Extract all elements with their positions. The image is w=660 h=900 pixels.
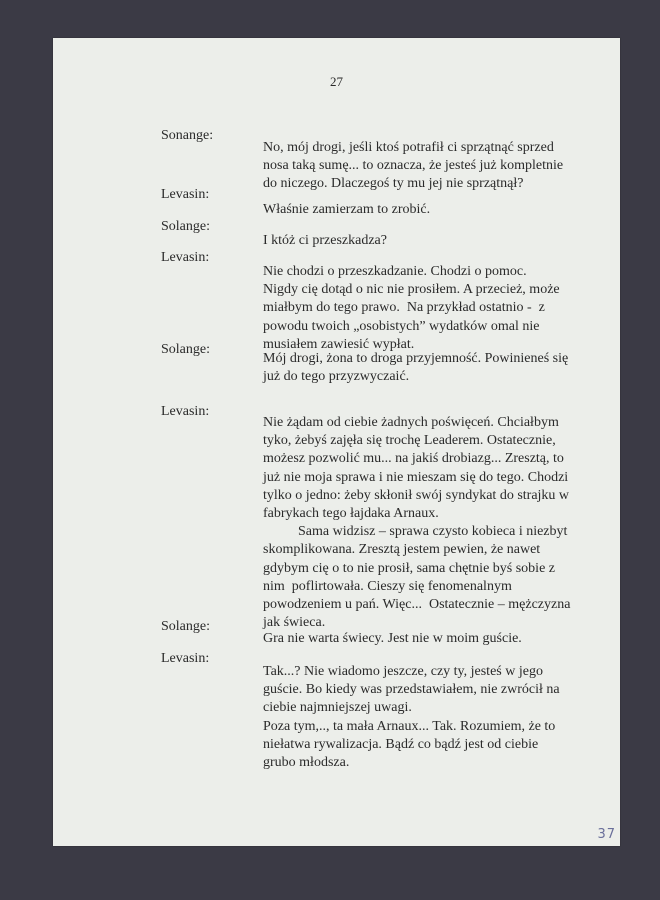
dialogue-line: tyko, żebyś zajęła się trochę Leaderem. Ostatecznie,	[263, 433, 556, 449]
dialogue-line: Nie żądam od ciebie żadnych poświęceń. Chciałbym	[263, 415, 559, 430]
dialogue-line: ciebie najmniejszej uwagi.	[263, 700, 412, 716]
dialogue-line: I któż ci przeszkadza?	[263, 233, 387, 248]
dialogue-line: guście. Bo kiedy was przedstawiałem, nie zwrócił na	[263, 682, 560, 698]
dialogue-line: powodu twoich „osobistych” wydatków omal nie	[263, 318, 540, 334]
dialogue-line: możesz pozwolić mu... na jakiś drobiazg... Zresztą, to	[263, 451, 564, 467]
dialogue-line: Tak...? Nie wiadomo jeszcze, czy ty, jesteś w jego	[263, 664, 543, 679]
dialogue-line: już nie moja sprawa i nie mieszam się do tego. Chodzi	[263, 469, 569, 485]
dialogue-line: jak świeca.	[263, 615, 326, 631]
dialogue-line: powodzeniem u pań. Więc... Ostatecznie – mężczyzna	[263, 597, 571, 612]
dialogue-line: Mój drogi, żona to droga przyjemność. Powinieneś się	[263, 351, 569, 366]
speaker-name: Sonange:	[161, 128, 214, 143]
dialogue-line: musiałem zawiesić wypłat.	[263, 336, 415, 352]
dialogue-line: do niczego. Dlaczegoś ty mu jej nie sprzątnął?	[263, 176, 524, 192]
speaker-name: Solange:	[161, 619, 210, 634]
dialogue-line: fabrykach tego łajdaka Arnaux.	[263, 506, 439, 521]
dialogue-line: grubo młodsza.	[263, 755, 350, 770]
speaker-name: Levasin:	[161, 187, 210, 202]
speaker-name: Levasin:	[161, 651, 210, 666]
dialogue-line: miałbym do tego prawo. Na przykład ostatnio - z	[263, 300, 545, 316]
dialogue-line: Gra nie warta świecy. Jest nie w moim guście.	[263, 631, 522, 646]
dialogue-line: już do tego przyzwyczaić.	[263, 369, 410, 385]
archive-number: 37	[597, 827, 616, 842]
speaker-name: Solange:	[161, 219, 210, 234]
dialogue-line: Nigdy cię dotąd o nic nie prosiłem. A przecież, może	[263, 282, 560, 298]
page-number: 27	[330, 74, 343, 89]
speaker-name: Solange:	[161, 342, 210, 357]
dialogue-line: niełatwa rywalizacja. Bądź co bądź jest od ciebie	[263, 736, 539, 752]
dialogue-line: nosa taką sumę... to oznacza, że jesteś już kompletnie	[263, 158, 564, 174]
dialogue-line: Sama widzisz – sprawa czysto kobieca i niezbyt	[263, 524, 568, 540]
speaker-name: Levasin:	[161, 404, 210, 419]
dialogue-line: nim poflirtowała. Cieszy się fenomenalnym	[263, 578, 512, 594]
speaker-name: Levasin:	[161, 250, 210, 265]
dialogue-line: gdybym cię o to nie prosił, sama chętnie byś sobie z	[263, 560, 555, 576]
dialogue-line: No, mój drogi, jeśli ktoś potrafił ci sprzątnąć sprzed	[263, 140, 554, 155]
dialogue-line: tylko o jedno: żeby skłonił swój syndykat do strajku w	[263, 487, 570, 503]
dialogue-line: Właśnie zamierzam to zrobić.	[263, 202, 431, 217]
document-page	[53, 38, 620, 846]
dialogue-line: Poza tym,.., ta mała Arnaux... Tak. Rozumiem, że to	[263, 718, 556, 734]
dialogue-line: Nie chodzi o przeszkadzanie. Chodzi o pomoc.	[263, 264, 527, 279]
dialogue-line: skomplikowana. Zresztą jestem pewien, że nawet	[263, 542, 541, 558]
